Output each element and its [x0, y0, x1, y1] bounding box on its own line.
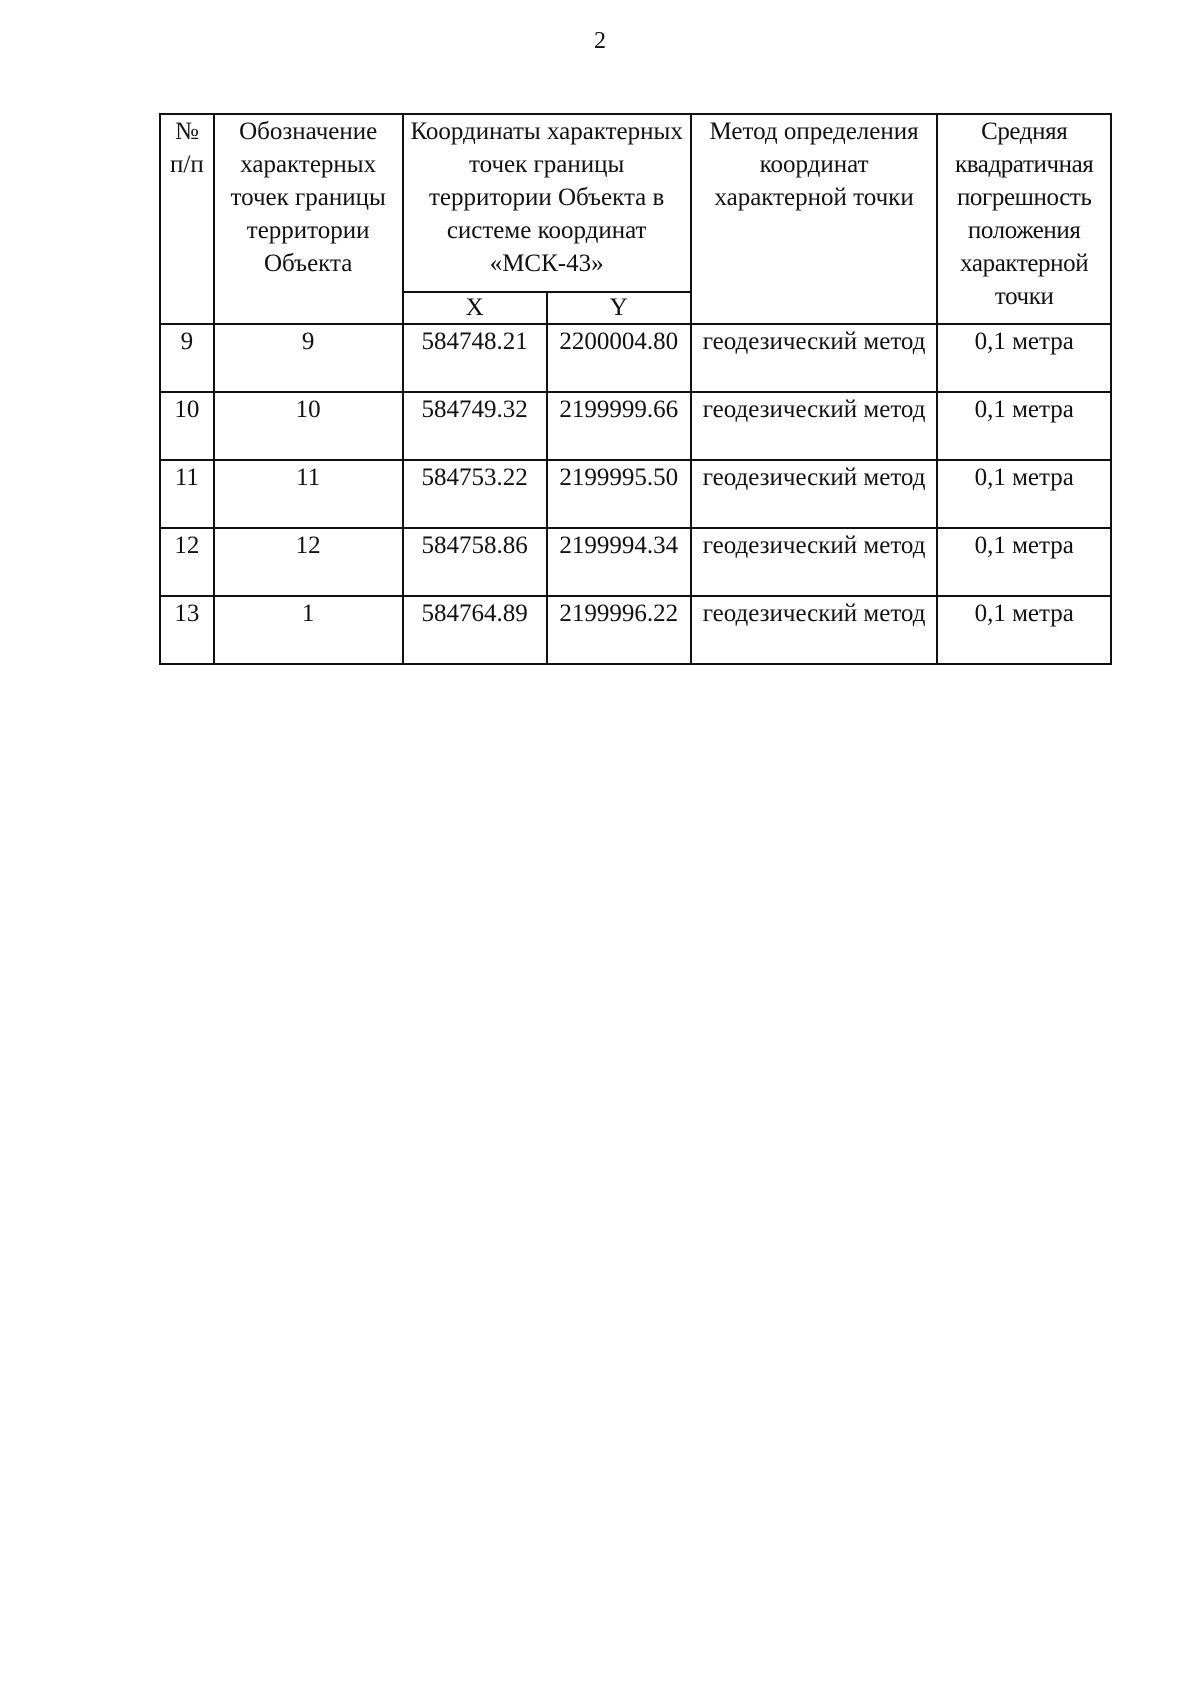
cell-y: 2199999.66	[547, 392, 691, 460]
cell-x: 584753.22	[403, 460, 547, 528]
cell-y: 2199994.34	[547, 528, 691, 596]
cell-num: 10	[160, 392, 214, 460]
table-row	[160, 528, 1111, 596]
cell-num: 9	[160, 324, 214, 392]
cell-method: геодезический метод	[691, 460, 938, 528]
cell-num: 11	[160, 460, 214, 528]
header-x: X	[403, 292, 547, 324]
cell-y: 2200004.80	[547, 324, 691, 392]
cell-point: 10	[214, 392, 403, 460]
cell-x: 584758.86	[403, 528, 547, 596]
page-number: 2	[594, 28, 606, 54]
header-y: Y	[547, 292, 691, 324]
table-row	[160, 324, 1111, 392]
cell-point: 9	[214, 324, 403, 392]
cell-error: 0,1 метра	[937, 460, 1111, 528]
cell-y: 2199996.22	[547, 596, 691, 664]
cell-point: 1	[214, 596, 403, 664]
cell-method: геодезический метод	[691, 528, 938, 596]
cell-method: геодезический метод	[691, 324, 938, 392]
cell-error: 0,1 метра	[937, 528, 1111, 596]
header-method: Метод определения координат характерной точки	[691, 114, 938, 324]
cell-error: 0,1 метра	[937, 392, 1111, 460]
cell-x: 584748.21	[403, 324, 547, 392]
header-coordinates: Координаты характерных точек границы территории Объекта в системе координат «МСК-43»	[403, 114, 691, 292]
cell-point: 11	[214, 460, 403, 528]
header-error: Средняя квадратичная погрешность положения характерной точки	[937, 114, 1111, 324]
cell-x: 584764.89	[403, 596, 547, 664]
cell-method: геодезический метод	[691, 596, 938, 664]
table-row	[160, 596, 1111, 664]
table-row	[160, 460, 1111, 528]
table-row	[160, 392, 1111, 460]
cell-num: 12	[160, 528, 214, 596]
cell-num: 13	[160, 596, 214, 664]
cell-method: геодезический метод	[691, 392, 938, 460]
cell-y: 2199995.50	[547, 460, 691, 528]
coordinates-table	[159, 113, 1112, 665]
header-designation: Обозначение характерных точек границы территории Объекта	[214, 114, 403, 324]
cell-error: 0,1 метра	[937, 324, 1111, 392]
cell-error: 0,1 метра	[937, 596, 1111, 664]
cell-x: 584749.32	[403, 392, 547, 460]
cell-point: 12	[214, 528, 403, 596]
header-num: № п/п	[160, 114, 214, 324]
